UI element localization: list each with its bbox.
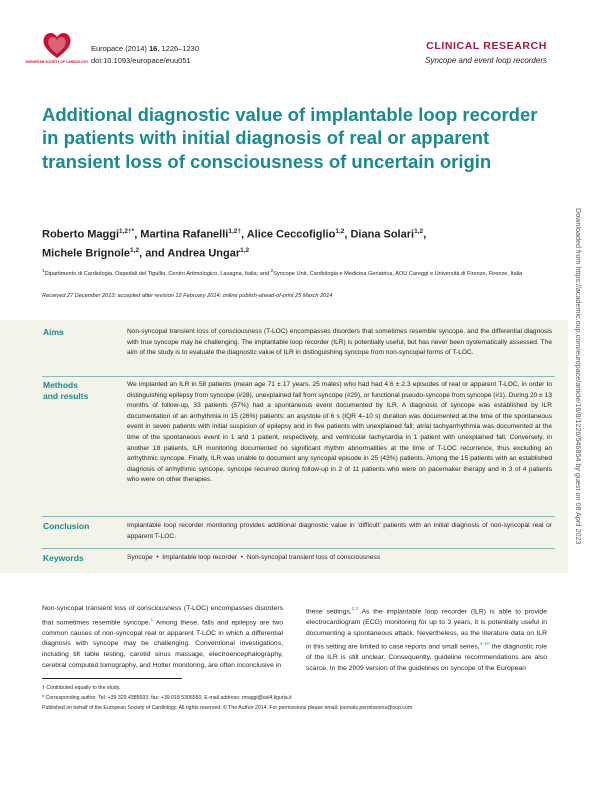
structured-abstract — [0, 320, 568, 573]
citation-link[interactable]: 1 — [150, 616, 154, 622]
section-title: CLINICAL RESEARCH — [426, 40, 547, 52]
divider — [42, 516, 555, 517]
keywords-text: Syncope • Implantable loop recorder • Non-syncopal transient loss of consciousness — [127, 554, 381, 561]
keywords-label: Keywords — [43, 553, 84, 563]
footnote-corresponding: * Corresponding author. Tel: +39 329 4385693; fax: +39 018 5306560, E-mail address: rmaggi@asl4.liguria.it — [42, 695, 292, 701]
article-title: Additional diagnostic value of implantable loop recorder in patients with initial diagnosis of real or apparent transient loss of consciousness of uncertain origin — [42, 104, 538, 172]
conclusion-label: Conclusion — [43, 521, 90, 531]
citation-link[interactable]: 2,3 — [351, 606, 359, 611]
heart-logo-icon — [25, 28, 89, 72]
pages: , 1226–1230 — [157, 44, 200, 53]
download-sidebar — [571, 208, 587, 768]
affiliations: $^1$Dipartimento di Cardiologia, Ospedali del Tigullio, Centro Aritmologico, Lavagna, Italia; and $^2$Syncope Unit, Cardiologia e Medicina Geriatrica, AOU Careggi e Università di Firenze, Firenze, Italia — [42, 268, 523, 277]
journal-name: Europace (2014) — [91, 44, 147, 53]
publisher-line: Published on behalf of the European Society of Cardiology. All rights reserved. © The Author 2014. For permissions please email: journals.permissions@oup.com. — [42, 705, 414, 711]
footnotes — [42, 683, 562, 713]
author-list: Roberto Maggi$^{1,2\dagger*}$, Martina Rafanelli$^{1,2\dagger}$, Alice Ceccofiglio$^{1,2}$, Diana Solari$^{1,2}$, Michele Brignole$^{1,2}$, and Andrea Ungar$^{1,2}$ — [42, 228, 427, 260]
journal-citation — [91, 43, 199, 67]
doi[interactable]: doi:10.1093/europace/euu051 — [91, 56, 191, 65]
aims-text: Non-syncopal transient loss of consciousness (T-LOC) encompasses disorders that sometimes resemble syncope, and the differential diagnosis with true syncope may be challenging. The implantable loop recorder (ILR) is potentially useful, but has never been systematically assessed. The aim of the study is to evaluate the diagnostic value of ILR in distinguishing syncope from non-syncopal forms of T-LOC. — [127, 328, 552, 357]
section-subtitle: Syncope and event loop recorders — [425, 56, 547, 65]
received-dates: Received 27 December 2013; accepted after revision 12 February 2014; online publish-ahead-of-print 25 March 2014 — [42, 293, 333, 299]
esc-logo — [25, 28, 89, 72]
divider — [42, 376, 555, 377]
conclusion-text: Implantable loop recorder monitoring provides additional diagnostic value in ‘difficult’ patients with an initial diagnosis of non-syncopal real or apparent T-LOC. — [127, 522, 552, 540]
methods-text: We implanted an ILR in 58 patients (mean age 71 ± 17 years, 25 males) who had had 4.6 ± 2.3 episodes of real or apparent T-LOC, in order to distinguishing epilepsy from syncope (#28), unexplained fall from syncope (#29), or functional pseudo-syncope from syncope (#1). During 20 ± 13 months of follow-up, 33 patients (57%) had a spontaneous event documented by ILR. A diagnosis of syncope was established by ILR documentation of an arrhythmia in 15 (26%) patients: an asystole of 6 s (IQR 4–10 s) duration was documented at the time of the spontaneous event in seven patients with initial suspicion of epilepsy and in five patients with unexplained fall; atrial tachyarrhythmia was documented at the time of the spontaneous event in 1 and 1 patient, respectively, and ventricular tachycardia in 1 patient with unexplained fall. Conversely, in another 18 patients, ILR monitoring documented no significant rhythm abnormalities at the time of T-LOC recurrence, thus excluding an arrhythmic syncope. Finally, ILR was unable to document any syncopal episode in 25 (43%) patients. Among the 15 patients with an established diagnosis of arrhythmic syncope, syncope recurred during follow-up in 2 of 11 patients who were on pacemaker therapy and in 3 of 4 patients who were on other therapies. — [127, 381, 552, 484]
section-header — [425, 40, 547, 65]
footnote-divider — [42, 678, 182, 679]
volume: 16 — [148, 44, 158, 53]
citation-link[interactable]: 4–10 — [479, 641, 490, 647]
download-notice[interactable]: Downloaded from https://academic.oup.com/europace/article/16/8/1226/546854 by guest on 08 April 2023 — [574, 208, 583, 545]
footnote-equal-contribution: † Contributed equally to the study. — [42, 685, 121, 691]
divider — [42, 548, 555, 549]
aims-label: Aims — [43, 327, 64, 337]
body-column-left: Non-syncopal transient loss of consciousness (T-LOC) encompasses disorders that sometimes resemble syncope.$^1$ Among these, falls and epilepsy are two common causes of non-syncopal real or apparent T-LOC in which a differential diagnosis with syncope may be challenging. Conventional investigations, including tilt table testing, carotid sinus massage, electroencephalography, cerebral computed tomography, and Holter monitoring, are often inconclusive in — [42, 605, 283, 669]
svg-text:EUROPEAN SOCIETY OF CARDIOLOGY: EUROPEAN SOCIETY OF CARDIOLOGY — [25, 60, 89, 64]
body-column-right: these settings.$^{2,3}$ As the implantable loop recorder (ILR) is able to provide electrocardiogram (ECG) monitoring for up to 3 years, it is potentially useful in documenting a spontaneous attack. Nevertheless, as the literature data on ILR in this setting are limited to case reports and small series,$^{4-10}$ the diagnostic role of the ILR is still unclear. Consequently, guideline recommendations are also scarce. In the 2009 version of the guidelines on syncope of the European — [306, 606, 548, 673]
methods-label: Methods and results — [43, 380, 89, 401]
